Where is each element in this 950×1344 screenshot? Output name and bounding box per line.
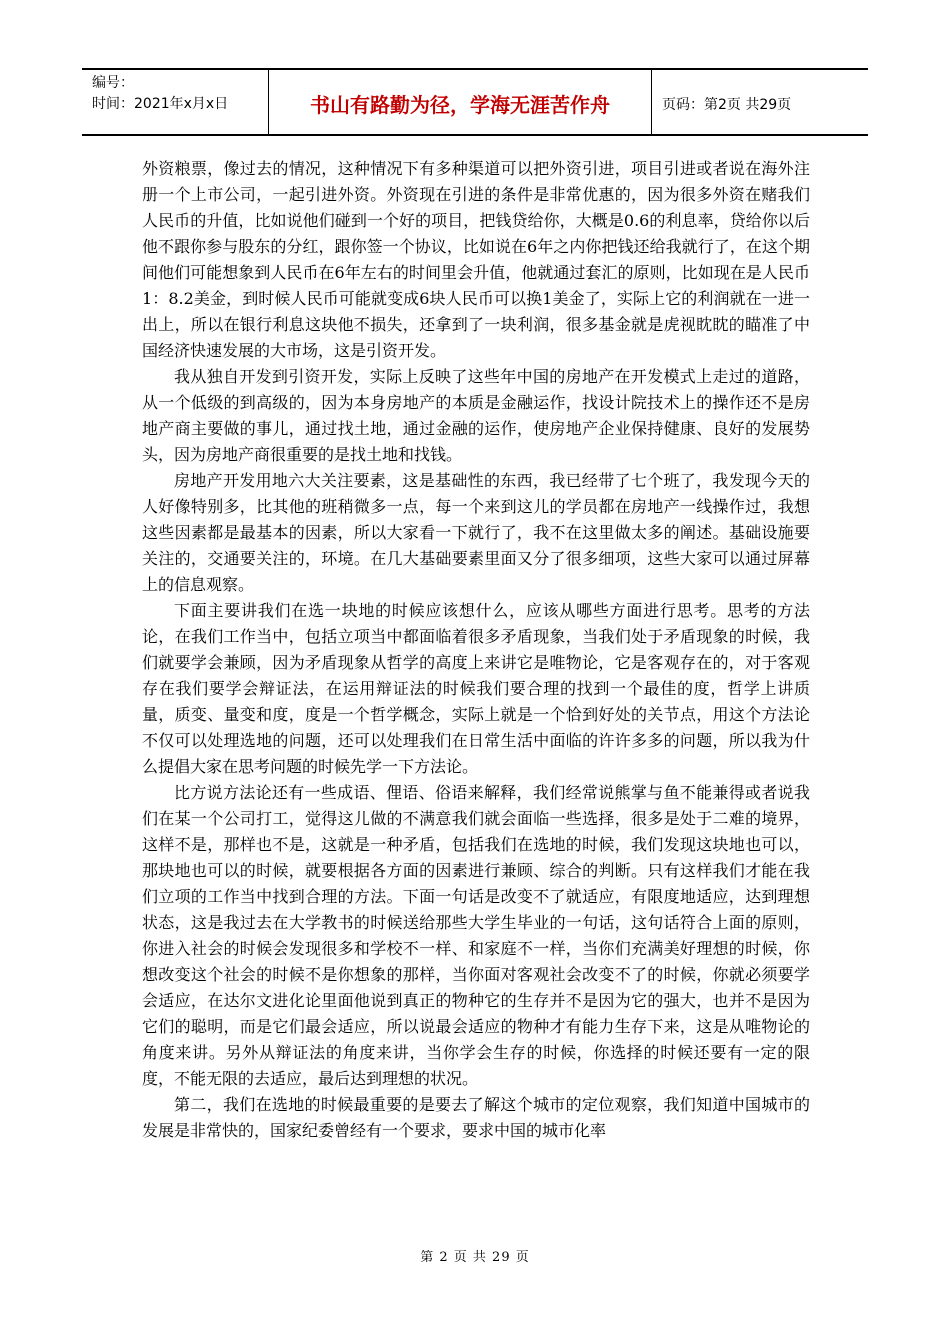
- page-footer: 第 2 页 共 29 页: [420, 1250, 530, 1265]
- paragraph-2: 我从独自开发到引资开发，实际上反映了这些年中国的房地产在开发模式上走过的道路，从一个低级的到高级的，因为本身房地产的本质是金融运作，找设计院技术上的操作还不是房地产商主要做的事儿，通过找土地，通过金融的运作，使房地产企业保持健康、良好的发展势头，因为房地产商很重要的是找土地和找钱。: [142, 367, 810, 464]
- document-number-label: 编号：: [92, 75, 134, 91]
- header-page-info: 页码：第2页 共29页: [662, 97, 792, 113]
- header-meta: [82, 70, 268, 134]
- header-motto: 书山有路勤为径，学海无涯苦作舟: [268, 70, 652, 134]
- paragraph-1: 外资粮票，像过去的情况，这种情况下有多种渠道可以把外资引进，项目引进或者说在海外注册一个上市公司，一起引进外资。外资现在引进的条件是非常优惠的，因为很多外资在赌我们人民币的升值，比如说他们碰到一个好的项目，把钱贷给你，大概是0.6的利息率，贷给你以后他不跟你参与股东的分红，跟你签一个协议，比如说在6年之内你把钱还给我就行了，在这个期间他们可能想象到人民币在6年左右的时间里会升值，他就通过套汇的原则，比如现在是人民币1：8.2美金，到时候人民币可能就变成6块人民币可以换1美金了，实际上它的利润就在一进一出上，所以在银行利息这块他不损失，还拿到了一块利润，很多基金就是虎视眈眈的瞄准了中国经济快速发展的大市场，这是引资开发。: [142, 159, 810, 360]
- page-header: [82, 68, 868, 136]
- paragraph-4: 下面主要讲我们在选一块地的时候应该想什么，应该从哪些方面进行思考。思考的方法论，在我们工作当中，包括立项当中都面临着很多矛盾现象，当我们处于矛盾现象的时候，我们就要学会兼顾，因为矛盾现象从哲学的高度上来讲它是唯物论，它是客观存在的，对于客观存在我们要学会辩证法，在运用辩证法的时候我们要合理的找到一个最佳的度，哲学上讲质量，质变、量变和度，度是一个哲学概念，实际上就是一个恰到好处的关节点，用这个方法论不仅可以处理选地的问题，还可以处理我们在日常生活中面临的许许多多的问题，所以我为什么提倡大家在思考问题的时候先学一下方法论。: [142, 601, 810, 776]
- document-body: [142, 156, 810, 1144]
- paragraph-6: 第二，我们在选地的时候最重要的是要去了解这个城市的定位观察，我们知道中国城市的发展是非常快的，国家纪委曾经有一个要求，要求中国的城市化率: [142, 1095, 810, 1140]
- paragraph-3: 房地产开发用地六大关注要素，这是基础性的东西，我已经带了七个班了，我发现今天的人好像特别多，比其他的班稍微多一点，每一个来到这儿的学员都在房地产一线操作过，我想这些因素都是最基本的因素，所以大家看一下就行了，我不在这里做太多的阐述。基础设施要关注的，交通要关注的，环境。在几大基础要素里面又分了很多细项，这些大家可以通过屏幕上的信息观察。: [142, 471, 810, 594]
- document-date-label: 时间：2021年x月x日: [92, 96, 229, 112]
- paragraph-5: 比方说方法论还有一些成语、俚语、俗语来解释，我们经常说熊掌与鱼不能兼得或者说我们在某一个公司打工，觉得这儿做的不满意我们就会面临一些选择，很多是处于二难的境界，这样不是，那样也不是，这就是一种矛盾，包括我们在选地的时候，我们发现这块地也可以，那块地也可以的时候，就要根据各方面的因素进行兼顾、综合的判断。只有这样我们才能在我们立项的工作当中找到合理的方法。下面一句话是改变不了就适应，有限度地适应，达到理想状态，这是我过去在大学教书的时候送给那些大学生毕业的一句话，这句话符合上面的原则，你进入社会的时候会发现很多和学校不一样、和家庭不一样，当你们充满美好理想的时候，你想改变这个社会的时候不是你想象的那样，当你面对客观社会改变不了的时候，你就必须要学会适应，在达尔文进化论里面他说到真正的物种它的生存并不是因为它的强大，也并不是因为它们的聪明，而是它们最会适应，所以说最会适应的物种才有能力生存下来，这是从唯物论的角度来讲。另外从辩证法的角度来讲，当你学会生存的时候，你选择的时候还要有一定的限度，不能无限的去适应，最后达到理想的状况。: [142, 783, 810, 1088]
